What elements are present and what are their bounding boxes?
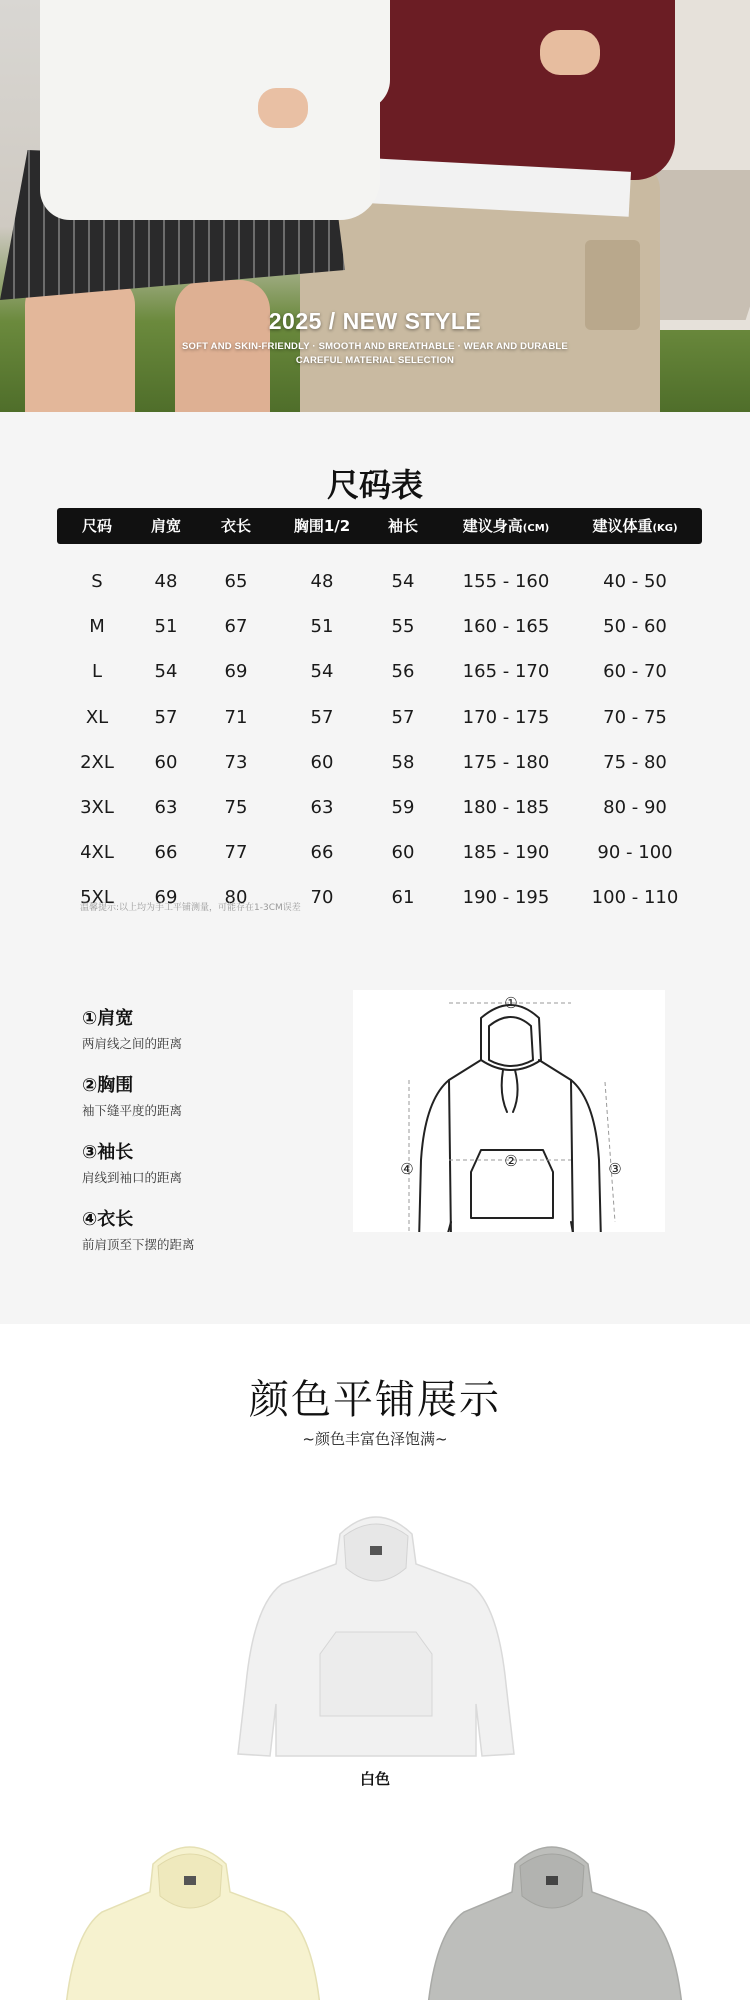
diagram-label: ② — [504, 1152, 518, 1170]
table-header-cell: 建议体重(KG) — [592, 517, 678, 535]
table-cell: 50 - 60 — [603, 616, 667, 638]
table-cell: 77 — [224, 842, 248, 864]
table-cell: 100 - 110 — [591, 887, 679, 909]
table-cell: 190 - 195 — [462, 887, 550, 909]
table-row — [0, 838, 750, 868]
table-cell: 180 - 185 — [462, 797, 550, 818]
table-header-cell: 衣长 — [220, 517, 252, 535]
brand-tag-icon — [184, 1876, 196, 1885]
table-cell: 60 — [310, 751, 334, 773]
color-section-subtitle: ~颜色丰富色泽饱满~ — [302, 1430, 448, 1448]
hero-banner — [0, 0, 750, 412]
table-row — [0, 567, 750, 597]
white-hoodie-image — [220, 1494, 532, 1764]
table-cell: 155 - 160 — [462, 571, 550, 592]
brand-tag-icon — [546, 1876, 558, 1885]
table-cell: 80 — [224, 887, 248, 909]
table-cell: 54 — [391, 571, 415, 592]
diagram-label: ④ — [400, 1160, 414, 1178]
table-cell: 4XL — [80, 842, 114, 864]
table-cell: 51 — [154, 616, 178, 638]
table-row — [0, 612, 750, 642]
table-cell: 60 — [154, 751, 178, 773]
table-cell: 48 — [154, 571, 178, 592]
table-cell: 80 - 90 — [603, 797, 667, 818]
table-cell: 57 — [154, 706, 178, 728]
table-cell: 69 — [224, 661, 248, 683]
table-cell: 57 — [391, 706, 415, 728]
brand-tag-icon — [370, 1546, 382, 1555]
table-cell: 57 — [310, 706, 334, 728]
table-cell: 70 — [310, 887, 334, 909]
table-cell: 60 — [391, 842, 415, 864]
table-cell: 59 — [391, 797, 415, 818]
table-cell: 54 — [154, 661, 178, 683]
table-cell: 67 — [224, 616, 248, 638]
table-cell: 40 - 50 — [603, 571, 667, 592]
table-cell: 48 — [310, 571, 334, 592]
table-cell: S — [91, 571, 103, 592]
table-cell: 73 — [224, 751, 248, 773]
table-cell: 54 — [310, 661, 334, 683]
color-display-section — [0, 1324, 750, 2000]
measurement-item: ①肩宽 两肩线之间的距离 — [82, 1008, 183, 1051]
table-cell: 63 — [154, 797, 178, 818]
size-chart-section — [0, 412, 750, 1324]
table-cell: 63 — [310, 797, 334, 818]
table-cell: 175 - 180 — [462, 751, 550, 773]
hero-headline: 2025 / NEW STYLE — [268, 308, 482, 334]
hero-tagline-sub: CAREFUL MATERIAL SELECTION — [295, 355, 455, 366]
table-cell: 66 — [310, 842, 334, 864]
measurement-item: ②胸围 袖下缝平度的距离 — [82, 1075, 183, 1118]
table-cell: 56 — [391, 661, 415, 683]
table-header-cell: 肩宽 — [150, 517, 182, 535]
table-cell: 3XL — [80, 797, 114, 818]
measurement-item: ③袖长 肩线到袖口的距离 — [82, 1142, 183, 1185]
table-cell: 2XL — [80, 751, 114, 773]
table-cell: M — [89, 616, 105, 638]
color-section-title: 颜色平铺展示 — [249, 1377, 501, 1423]
diagram-label: ③ — [608, 1160, 622, 1178]
measurement-note: 温馨提示:以上均为手工平铺测量，可能存在1-3CM误差 — [80, 903, 301, 913]
table-cell: 65 — [224, 571, 248, 592]
table-header-cell: 袖长 — [387, 517, 419, 535]
table-row — [0, 793, 750, 823]
table-cell: 66 — [154, 842, 178, 864]
table-header-cell: 建议身高(CM) — [462, 517, 550, 535]
table-row — [0, 657, 750, 687]
hero-tagline: SOFT AND SKIN-FRIENDLY · SMOOTH AND BREATHABLE · WEAR AND DURABLE — [182, 341, 568, 352]
table-row — [0, 703, 750, 733]
hoodie-outline-icon — [353, 990, 665, 1232]
color-label-white: 白色 — [359, 1770, 390, 1788]
table-cell: 75 - 80 — [603, 751, 667, 773]
table-cell: 58 — [391, 751, 415, 773]
table-cell: 55 — [391, 616, 415, 638]
table-cell: 60 - 70 — [603, 661, 667, 683]
grey-hoodie-image — [420, 1826, 690, 2000]
table-cell: 170 - 175 — [462, 706, 550, 728]
table-cell: 160 - 165 — [462, 616, 550, 638]
diagram-label: ① — [504, 994, 518, 1012]
table-header-cell: 胸围1/2 — [293, 517, 351, 535]
table-header-cell: 尺码 — [81, 517, 113, 535]
table-cell: XL — [85, 706, 109, 728]
measurement-item: ④衣长 前肩顶至下摆的距离 — [82, 1209, 195, 1252]
table-cell: L — [91, 661, 103, 683]
table-row — [0, 748, 750, 778]
cream-hoodie-image — [58, 1826, 328, 2000]
table-cell: 70 - 75 — [603, 706, 667, 728]
table-cell: 69 — [154, 887, 178, 909]
table-cell: 75 — [224, 797, 248, 818]
table-cell: 165 - 170 — [462, 661, 550, 683]
measurement-diagram — [353, 990, 665, 1232]
table-cell: 185 - 190 — [462, 842, 550, 864]
burgundy-hoodie — [355, 0, 675, 180]
table-cell: 5XL — [80, 887, 114, 909]
table-cell: 61 — [391, 887, 415, 909]
size-chart-title: 尺码表 — [326, 466, 423, 504]
table-cell: 90 - 100 — [597, 842, 673, 864]
table-cell: 71 — [224, 706, 248, 728]
size-table-header — [57, 508, 702, 544]
table-cell: 51 — [310, 616, 334, 638]
